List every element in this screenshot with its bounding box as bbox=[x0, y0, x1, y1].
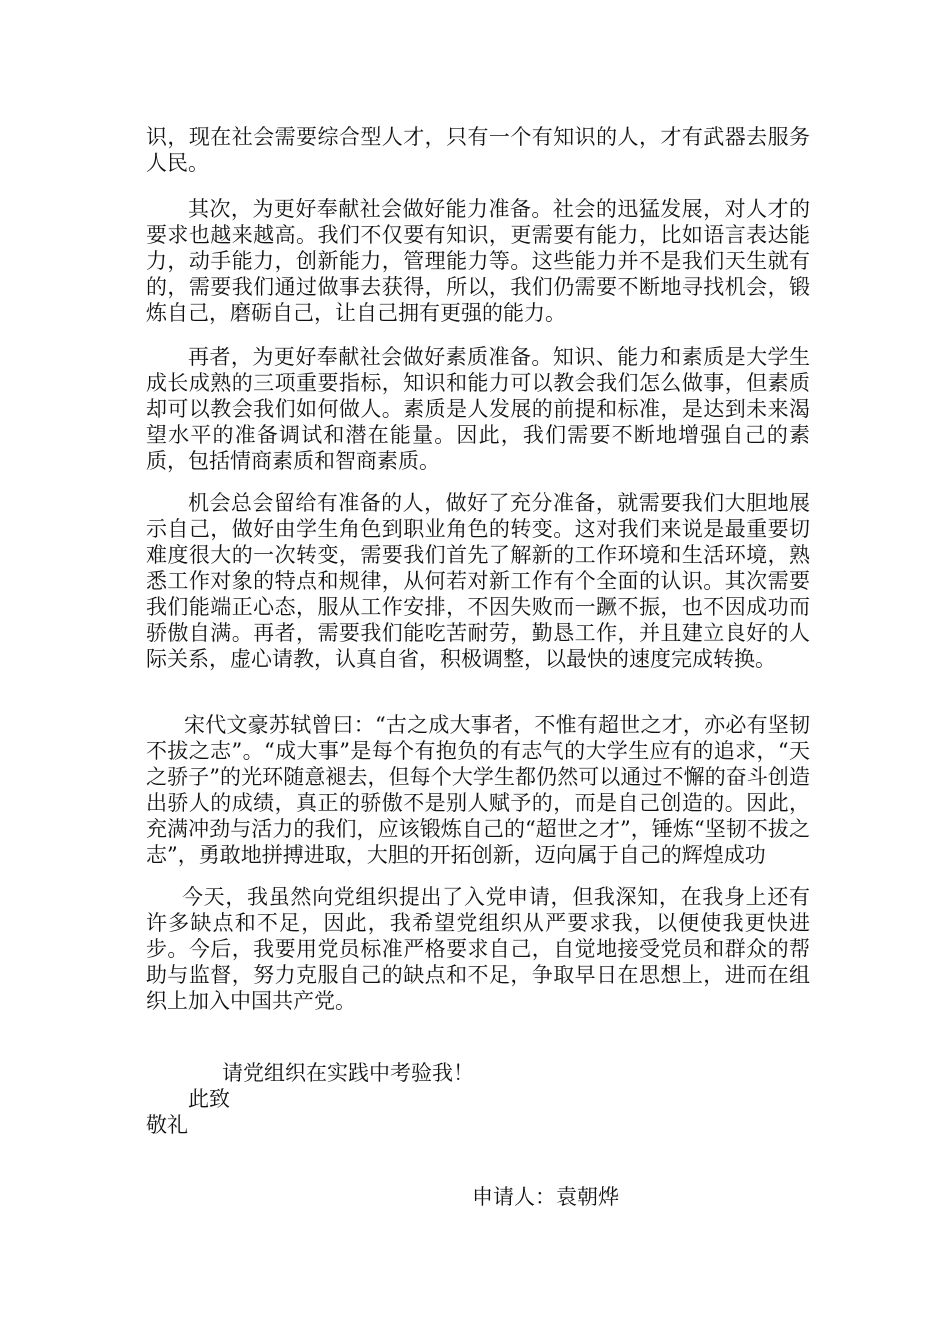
paragraph-today: 今天，我虽然向党组织提出了入党申请，但我深知，在我身上还有许多缺点和不足，因此，我希望党组织从严要求我，以便使我更快进步。今后，我要用党员标准严格要求自己，自觉地接受党员和群众的帮助与监督，努力克服自己的缺点和不足，争取早日在思想上，进而在组织上加入中国共产党。 bbox=[146, 885, 810, 1013]
salutation-zhizhi: 此致 bbox=[188, 1087, 230, 1111]
salutation-jingli: 敬礼 bbox=[146, 1113, 188, 1137]
paragraph-ability: 其次，为更好奉献社会做好能力准备。社会的迅猛发展，对人才的要求也越来越高。我们不仅要有知识，更需要有能力，比如语言表达能力，动手能力，创新能力，管理能力等。这些能力并不是我们天生就有的，需要我们通过做事去获得，所以，我们仍需要不断地寻找机会，锻炼自己，磨砺自己，让自己拥有更强的能力。 bbox=[146, 197, 810, 325]
request-line: 请党组织在实践中考验我！ bbox=[222, 1061, 474, 1085]
paragraph-su-shi-quote: 宋代文豪苏轼曾曰：“古之成大事者，不惟有超世之才，亦必有坚韧不拔之志”。“成大事”是每个有抱负的有志气的大学生应有的追求，“天之骄子”的光环随意褪去，但每个大学生都仍然可以通过不懈的奋斗创造出骄人的成绩，真正的骄傲不是别人赋予的，而是自己创造的。因此，充满冲劲与活力的我们，应该锻炼自己的“超世之才”，锤炼“坚韧不拔之志”，勇敢地拼搏进取，大胆的开拓创新，迈向属于自己的辉煌成功 bbox=[146, 713, 810, 867]
paragraph-quality: 再者，为更好奉献社会做好素质准备。知识、能力和素质是大学生成长成熟的三项重要指标，知识和能力可以教会我们怎么做事，但素质却可以教会我们如何做人。素质是人发展的前提和标准，是达到未来渴望水平的准备调试和潜在能量。因此，我们需要不断地增强自己的素质，包括情商素质和智商素质。 bbox=[146, 345, 810, 473]
paragraph-opportunity: 机会总会留给有准备的人，做好了充分准备，就需要我们大胆地展示自己，做好由学生角色到职业角色的转变。这对我们来说是最重要切难度很大的一次转变，需要我们首先了解新的工作环境和生活环境，熟悉工作对象的特点和规律，从何若对新工作有个全面的认识。其次需要我们能端正心态，服从工作安排，不因失败而一蹶不振，也不因成功而骄傲自满。再者，需要我们能吃苦耐劳，勤恳工作，并且建立良好的人际关系，虚心请教，认真自省，积极调整，以最快的速度完成转换。 bbox=[146, 491, 810, 671]
applicant-signature: 申请人：袁朝烨 bbox=[472, 1185, 619, 1209]
paragraph-continuation: 识，现在社会需要综合型人才，只有一个有知识的人，才有武器去服务人民。 bbox=[146, 125, 810, 175]
